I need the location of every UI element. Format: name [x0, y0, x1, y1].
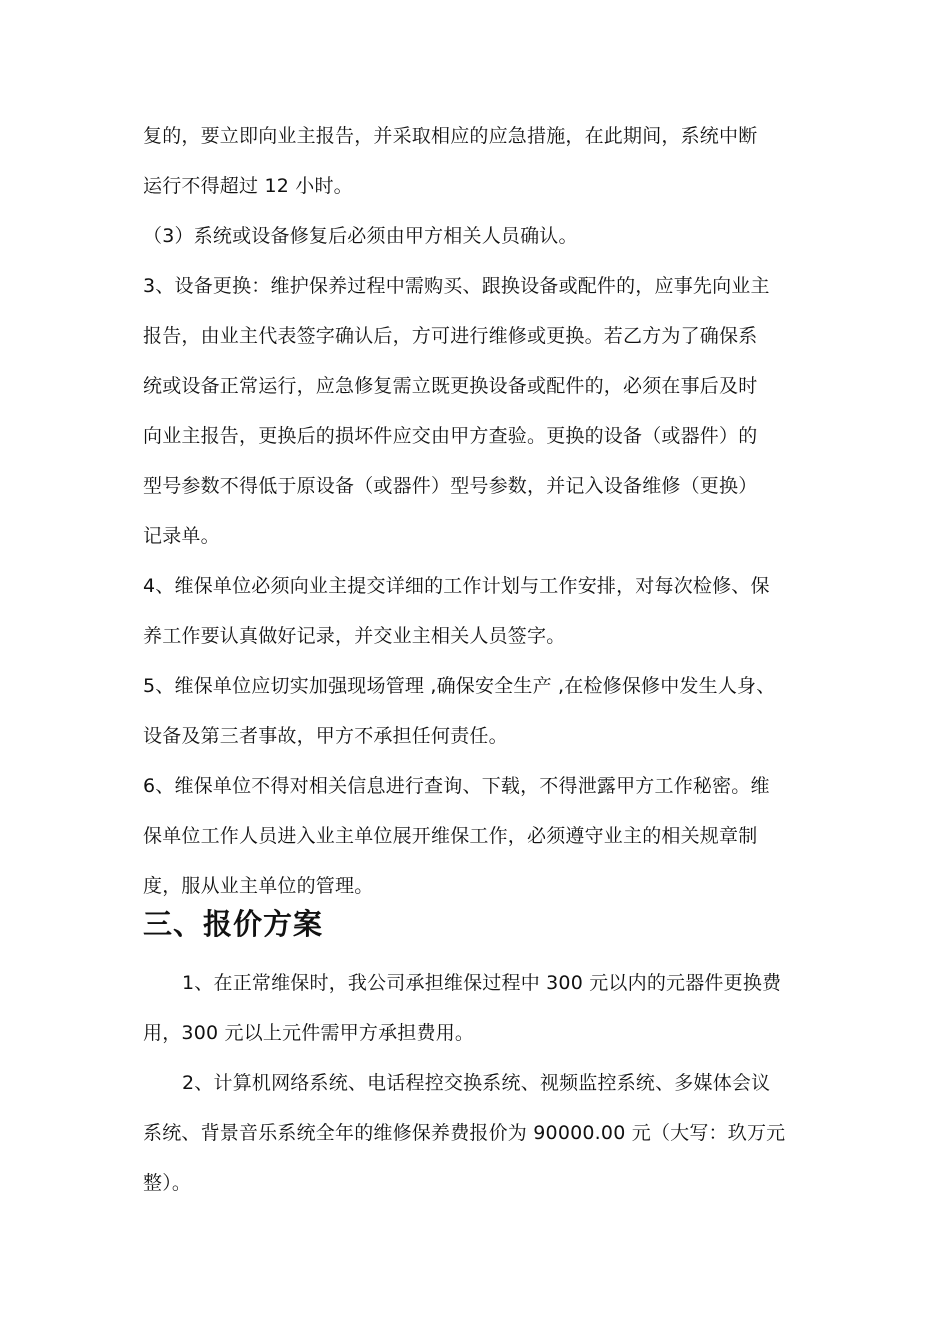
- text-line: 运行不得超过 12 小时。: [143, 175, 353, 197]
- text-line: 养工作要认真做好记录，并交业主相关人员签字。: [143, 625, 566, 647]
- quote-line: 2、计算机网络系统、电话程控交换系统、视频监控系统、多媒体会议: [182, 1072, 771, 1094]
- quote-line: 系统、背景音乐系统全年的维修保养费报价为 90000.00 元（大写：玖万元: [143, 1122, 786, 1144]
- text-line: 设备及第三者事故，甲方不承担任何责任。: [143, 725, 508, 747]
- text-line: 4、维保单位必须向业主提交详细的工作计划与工作安排，对每次检修、保: [143, 575, 770, 597]
- text-line: 报告，由业主代表签字确认后，方可进行维修或更换。若乙方为了确保系: [143, 325, 758, 347]
- quote-line: 用，300 元以上元件需甲方承担费用。: [143, 1022, 475, 1044]
- text-line: 型号参数不得低于原设备（或器件）型号参数，并记入设备维修（更换）: [143, 475, 758, 497]
- section-heading: 三、报价方案: [143, 907, 324, 941]
- text-line: 复的，要立即向业主报告，并采取相应的应急措施，在此期间，系统中断: [143, 125, 758, 147]
- quote-line: 整）。: [143, 1172, 192, 1194]
- text-line: 向业主报告，更换后的损坏件应交由甲方查验。更换的设备（或器件）的: [143, 425, 758, 447]
- quote-line: 1、在正常维保时，我公司承担维保过程中 300 元以内的元器件更换费: [182, 972, 782, 994]
- text-line: 统或设备正常运行，应急修复需立既更换设备或配件的，必须在事后及时: [143, 375, 758, 397]
- text-line: 5、维保单位应切实加强现场管理 ,确保安全生产 ,在检修保修中发生人身、: [143, 675, 776, 697]
- text-line: 记录单。: [143, 525, 220, 547]
- text-line: 度，服从业主单位的管理。: [143, 875, 374, 897]
- text-line: 保单位工作人员进入业主单位展开维保工作，必须遵守业主的相关规章制: [143, 825, 758, 847]
- text-line: 6、维保单位不得对相关信息进行查询、下载，不得泄露甲方工作秘密。维: [143, 775, 770, 797]
- text-line: 3、设备更换：维护保养过程中需购买、跟换设备或配件的，应事先向业主: [143, 275, 770, 297]
- text-line: （3）系统或设备修复后必须由甲方相关人员确认。: [143, 225, 578, 247]
